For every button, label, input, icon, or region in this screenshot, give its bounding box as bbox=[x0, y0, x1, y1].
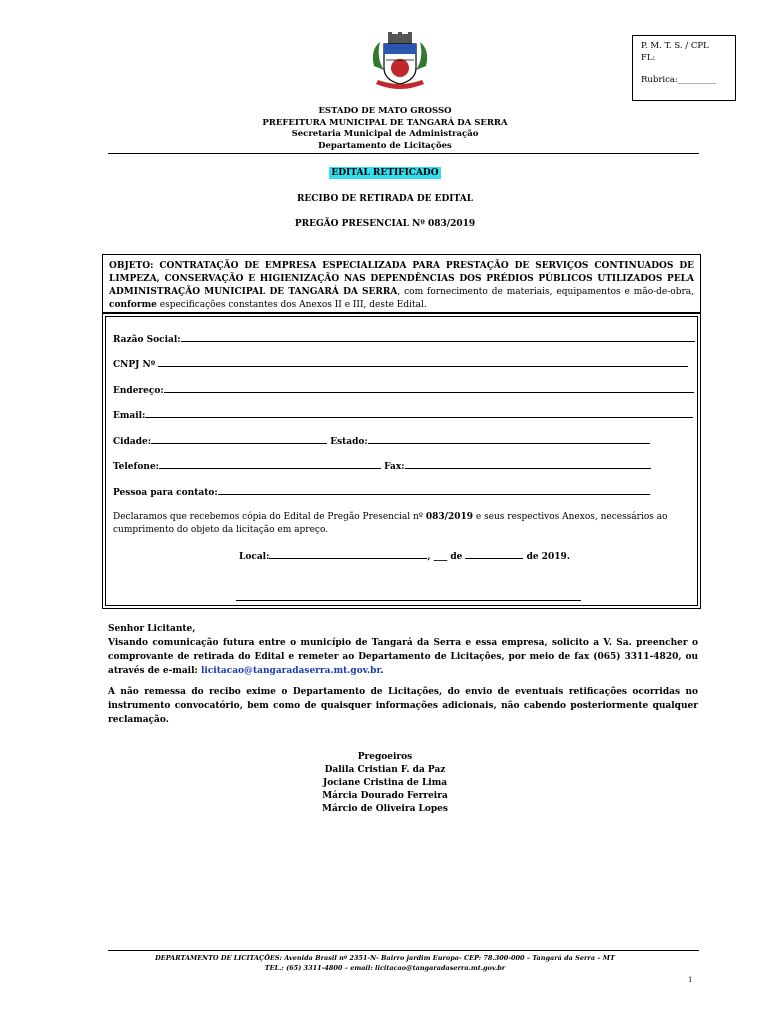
razao-social-line[interactable] bbox=[181, 332, 695, 342]
recibo-form bbox=[102, 313, 701, 609]
declaracao-edital-number: 083/2019 bbox=[425, 512, 473, 522]
email-label: Email: bbox=[113, 411, 146, 421]
fax-line[interactable] bbox=[405, 459, 651, 469]
objeto-bold-text: OBJETO: CONTRATAÇÃO DE EMPRESA ESPECIALIZADA PARA PRESTAÇÃO DE SERVIÇOS CONTINUADOS DE LIMPEZA, CONSERVAÇÃO E HIGIENIZAÇÃO NAS DEPENDÊNCIAS DOS PRÉDIOS PÚBLICOS UTILIZADOS PELA ADMINISTRAÇÃO MUNICIPAL DE TANGARÁ DA SERRA bbox=[109, 261, 694, 297]
footer-contact: TEL.: (65) 3311-4800 – email: licitacao@tangaradaserra.mt.gov.br bbox=[264, 964, 506, 972]
contato-line[interactable] bbox=[218, 485, 650, 495]
senhor-salutation: Senhor Licitante, bbox=[108, 624, 196, 634]
recibo-form-inner bbox=[105, 316, 698, 606]
contato-label: Pessoa para contato: bbox=[113, 488, 218, 498]
page-number: 1 bbox=[688, 976, 693, 984]
objeto-tail: especificações constantes dos Anexos II e III, deste Edital. bbox=[156, 300, 427, 310]
header-state: ESTADO DE MATO GROSSO bbox=[318, 106, 452, 116]
edital-retificado-tag bbox=[0, 168, 770, 178]
signature-line[interactable] bbox=[236, 600, 581, 601]
header-divider bbox=[108, 153, 699, 154]
telefone-label: Telefone: bbox=[113, 462, 160, 472]
endereco-field[interactable] bbox=[113, 383, 694, 396]
email-line[interactable] bbox=[145, 408, 693, 418]
telefone-line[interactable] bbox=[159, 459, 381, 469]
pregoeiro-name: Jociane Cristina de Lima bbox=[322, 778, 448, 788]
pregoeiro-name: Márcio de Oliveira Lopes bbox=[322, 804, 448, 814]
pregao-title: PREGÃO PRESENCIAL Nº 083/2019 bbox=[294, 219, 476, 229]
estado-line[interactable] bbox=[368, 434, 650, 444]
objeto-normal-text: , com fornecimento de materiais, equipamentos e mão-de-obra, bbox=[397, 287, 694, 297]
email-field[interactable] bbox=[113, 408, 693, 421]
local-data-field[interactable] bbox=[106, 549, 703, 562]
telefone-fax-field[interactable] bbox=[113, 459, 651, 472]
senhor-licitante-paragraph bbox=[108, 622, 698, 678]
stamp-line-rubrica: Rubrica:_________ bbox=[641, 75, 717, 85]
header-departamento: Departamento de Licitações bbox=[318, 140, 452, 151]
cidade-label: Cidade: bbox=[113, 437, 152, 447]
objeto-conforme: conforme bbox=[109, 300, 157, 310]
recibo-title: RECIBO DE RETIRADA DE EDITAL bbox=[296, 194, 474, 204]
protocol-stamp-box bbox=[632, 35, 736, 101]
local-year: de 2019. bbox=[523, 552, 570, 562]
municipal-crest-icon bbox=[368, 30, 432, 96]
declaracao-text bbox=[113, 511, 697, 537]
senhor-end: . bbox=[380, 666, 384, 676]
razao-social-field[interactable] bbox=[113, 332, 695, 345]
pregoeiro-name: Márcia Dourado Ferreira bbox=[322, 791, 448, 801]
local-label: Local: bbox=[239, 552, 270, 562]
footer-address: DEPARTAMENTO DE LICITAÇÕES: Avenida Brasil nº 2351-N- Bairro jardim Europa- CEP: 78.300-000 – Tangará da Serra – MT bbox=[155, 954, 615, 962]
local-sep: , ___ de bbox=[427, 552, 466, 562]
declaracao-part-a: Declaramos que recebemos cópia do Edital de Pregão Presencial nº bbox=[113, 512, 426, 522]
header-prefeitura: PREFEITURA MUNICIPAL DE TANGARÁ DA SERRA bbox=[262, 117, 508, 128]
declaracao-part-b: e seus respectivos Anexos, necessários ao cumprimento do objeto da licitação em apreço. bbox=[113, 512, 668, 535]
cidade-line[interactable] bbox=[151, 434, 327, 444]
pregoeiros-title: Pregoeiros bbox=[357, 752, 413, 762]
pregoeiros-block bbox=[0, 751, 770, 816]
contato-field[interactable] bbox=[113, 485, 650, 498]
stamp-line-pmts: P. M. T. S. / CPL bbox=[641, 41, 709, 51]
cnpj-field[interactable] bbox=[113, 357, 688, 370]
senhor-text: Visando comunicação futura entre o município de Tangará da Serra e essa empresa, solicito a V. Sa. preencher o comprovante de retirada do Edital e remeter ao Departamento de Licitações, por meio de fax (065) 3311-4820, ou através de e-mail: bbox=[108, 638, 698, 676]
stamp-line-fl: FL: bbox=[641, 53, 656, 63]
cnpj-line[interactable] bbox=[158, 357, 688, 367]
objeto-box bbox=[102, 254, 701, 313]
month-line[interactable] bbox=[465, 549, 523, 559]
local-line[interactable] bbox=[269, 549, 427, 559]
licitacao-email-link[interactable]: licitacao@tangaradaserra.mt.gov.br bbox=[200, 666, 381, 676]
header-secretaria: Secretaria Municipal de Administração bbox=[291, 129, 479, 139]
edital-tag-text: EDITAL RETIFICADO bbox=[331, 168, 439, 178]
estado-label: Estado: bbox=[330, 437, 368, 447]
aviso-paragraph: A não remessa do recibo exime o Departamento de Licitações, do envio de eventuais retificações ocorridas no instrumento convocatório, bem como de quaisquer informações adicionais, não cabendo posteriormente qualquer reclamação. bbox=[108, 687, 698, 725]
cidade-estado-field[interactable] bbox=[113, 434, 650, 447]
endereco-label: Endereço: bbox=[113, 386, 164, 396]
document-header bbox=[0, 106, 770, 152]
pregoeiro-name: Dalila Cristian F. da Paz bbox=[324, 765, 446, 775]
fax-label: Fax: bbox=[384, 462, 405, 472]
cnpj-label: CNPJ Nº bbox=[113, 360, 156, 370]
endereco-line[interactable] bbox=[164, 383, 694, 393]
page-footer bbox=[0, 953, 770, 973]
razao-social-label: Razão Social: bbox=[113, 335, 181, 345]
footer-divider bbox=[108, 950, 699, 951]
